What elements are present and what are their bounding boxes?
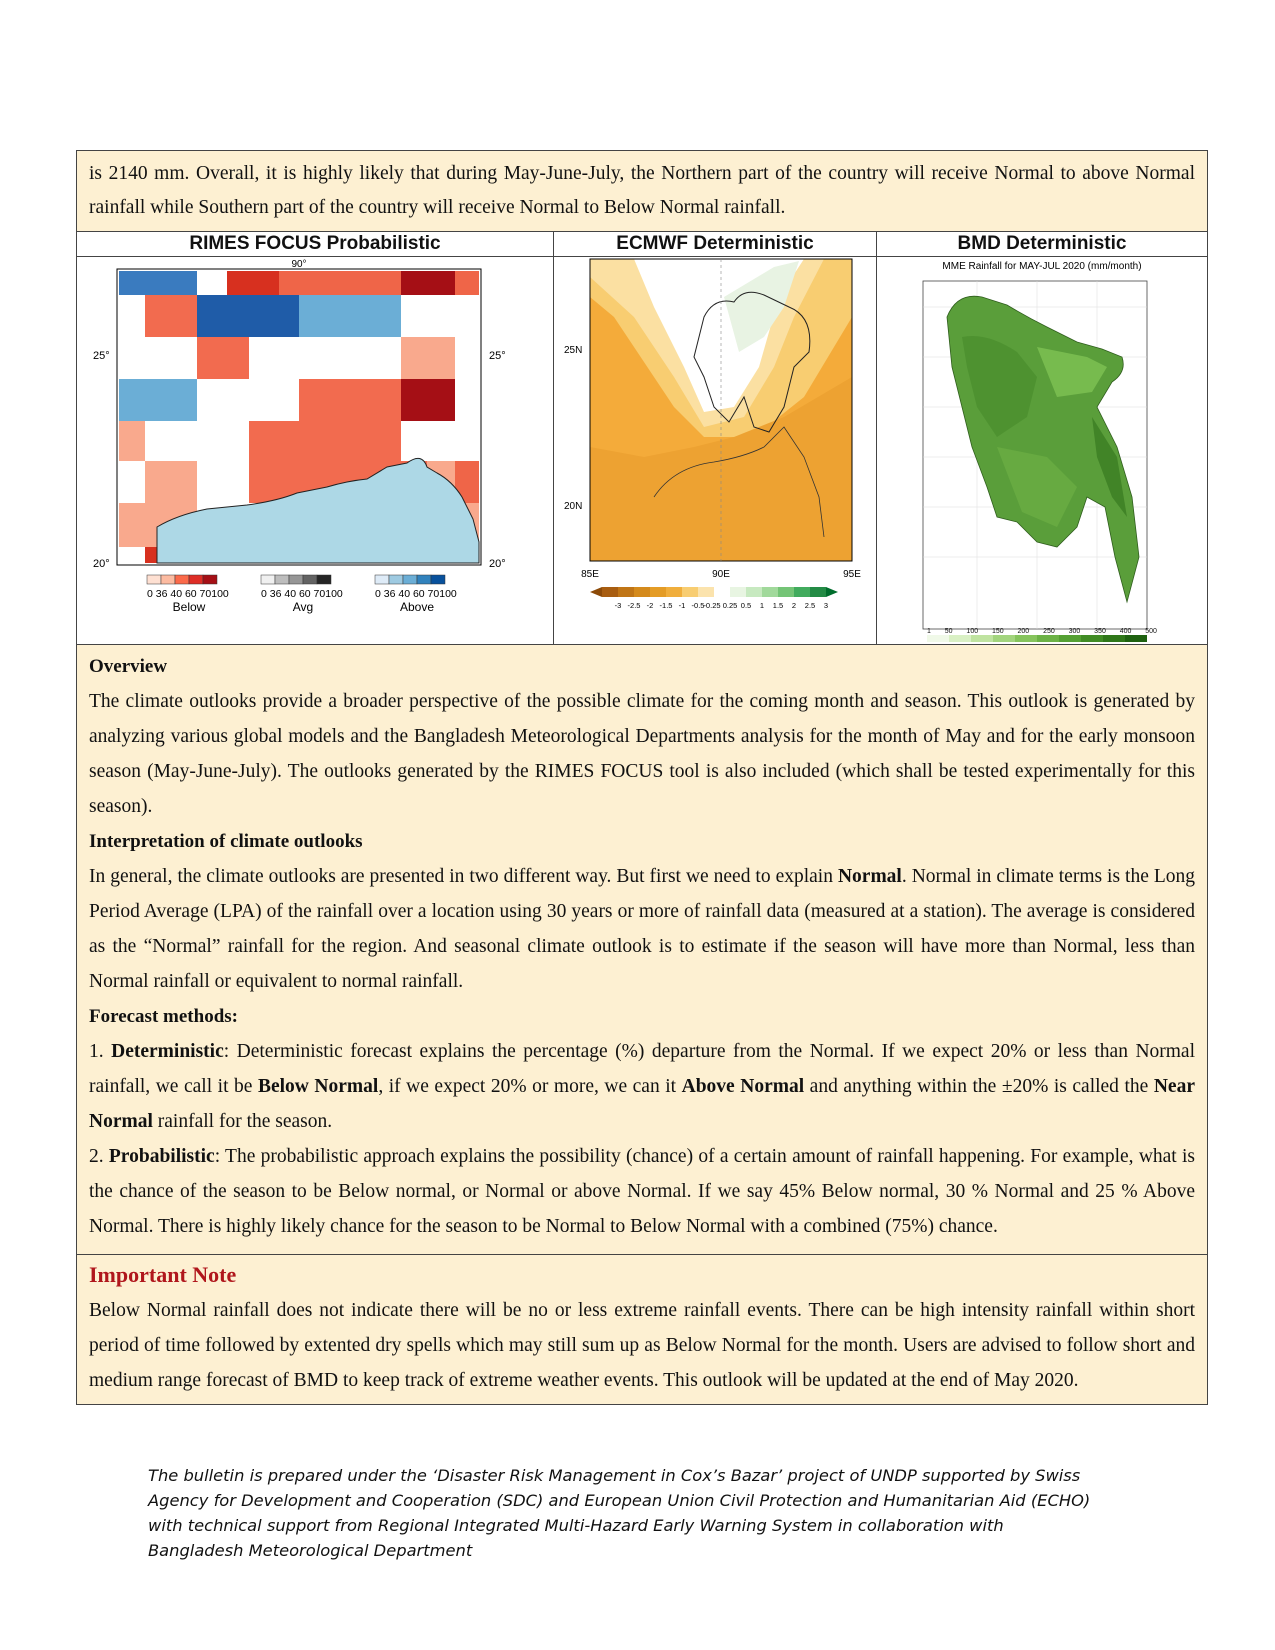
rimes-lat-25-left: 25°	[93, 350, 110, 362]
ecmwf-lat-25: 25N	[564, 345, 583, 356]
ecmwf-panel	[554, 232, 877, 644]
methods-heading: Forecast methods:	[89, 1006, 238, 1027]
interpretation-heading: Interpretation of climate outlooks	[89, 831, 363, 852]
bmd-scale-labels: 1 50 100 150 200 250 300 350 400 500	[927, 628, 1157, 635]
bmd-subtitle: MME Rainfall for MAY-JUL 2020 (mm/month)	[942, 261, 1142, 272]
svg-text:-0.25: -0.25	[703, 601, 721, 610]
rimes-lat-25-right: 25°	[489, 350, 506, 362]
probabilistic-paragraph: 2. Probabilistic: The probabilistic approach explains the possibility (chance) of a certain amount of rainfall happening. For example, what is the chance of the season to be Below normal, or Normal or above Normal. If we say 45% Below normal, 30 % Normal and 25 % Above Normal. There is highly likely chance for the season to be Normal to Below Normal with a combined (75%) chance.	[89, 1146, 1195, 1237]
footer-line-3: with technical support from Regional Integrated Multi-Hazard Early Warning System in collaboration with	[148, 1516, 1004, 1535]
svg-text:2.5: 2.5	[804, 601, 816, 610]
rimes-legend-avg	[261, 575, 343, 614]
overview-heading: Overview	[89, 656, 168, 677]
rimes-probability-map	[77, 257, 553, 644]
explanation-section	[77, 645, 1207, 1254]
rimes-lat-20-right: 20°	[489, 558, 506, 570]
ecmwf-colorbar	[590, 587, 838, 610]
rimes-lat-20-left: 20°	[93, 558, 110, 570]
rimes-legend-label-above: Above	[399, 600, 435, 614]
svg-text:3: 3	[823, 601, 829, 610]
rimes-lon-label: 90°	[291, 259, 307, 270]
svg-text:-1.5: -1.5	[659, 601, 673, 610]
bmd-colorbar	[927, 635, 1147, 642]
ecmwf-lon-90: 90E	[712, 569, 730, 580]
overview-paragraph: The climate outlooks provide a broader perspective of the possible climate for the coming month and season. This outlook is generated by analyzing various global models and the Bangladesh Meteorological Departments analysis for the month of May and for the early monsoon season (May-June-July). The outlooks generated by the RIMES FOCUS tool is also included (which shall be tested experimentally for this season).	[89, 691, 1195, 817]
interpretation-paragraph: In general, the climate outlooks are presented in two different way. But first we need to explain Normal. Normal in climate terms is the Long Period Average (LPA) of the rainfall over a location using 30 years or more of rainfall data (measured at a station). The average is considered as the “Normal” rainfall for the region. And seasonal climate outlook is to estimate if the season will have more than Normal, less than Normal rainfall or equivalent to normal rainfall.	[89, 866, 1195, 992]
important-note-text: Below Normal rainfall does not indicate there will be no or less extreme rainfall events. There can be high intensity rainfall within short period of time followed by extented dry spells which may still sum up as Below Normal for the month. Users are advised to follow short and medium range forecast of BMD to keep track of extreme weather events. This outlook will be updated at the end of May 2020.	[89, 1300, 1195, 1391]
rimes-legend-label-below: Below	[172, 600, 206, 614]
rimes-legend-ticks-above: 0 36 40 60 70100	[375, 588, 457, 600]
rimes-title: RIMES FOCUS Probabilistic	[77, 232, 553, 257]
rimes-legend-label-avg: Avg	[292, 600, 314, 614]
bmd-rainfall-map	[877, 257, 1207, 644]
svg-text:-2: -2	[646, 601, 654, 610]
svg-text:2: 2	[791, 601, 797, 610]
rimes-legend-above	[375, 575, 457, 614]
bmd-title: BMD Deterministic	[877, 232, 1207, 257]
important-note-section	[77, 1254, 1207, 1404]
rimes-legend-ticks-avg: 0 36 40 60 70100	[261, 588, 343, 600]
footer-credits	[148, 1463, 1112, 1563]
footer-line-4: Bangladesh Meteorological Department	[148, 1541, 473, 1560]
important-note-title: Important Note	[89, 1262, 237, 1287]
svg-text:-1: -1	[678, 601, 686, 610]
bulletin-frame	[76, 150, 1208, 1405]
footer-line-1: The bulletin is prepared under the ‘Disaster Risk Management in Cox’s Bazar’ project of UNDP supported by Swiss	[148, 1466, 1081, 1485]
ecmwf-lat-20: 20N	[564, 501, 583, 512]
svg-text:-0.5: -0.5	[691, 601, 705, 610]
rimes-legend-ticks-below: 0 36 40 60 70100	[147, 588, 229, 600]
rimes-panel	[77, 232, 554, 644]
intro-paragraph: is 2140 mm. Overall, it is highly likely that during May-June-July, the Northern part of the country will receive Normal to above Normal rainfall while Southern part of the country will receive Normal to Below Normal rainfall.	[77, 151, 1207, 232]
ecmwf-title: ECMWF Deterministic	[554, 232, 876, 257]
svg-text:-2.5: -2.5	[627, 601, 641, 610]
deterministic-paragraph: 1. Deterministic: Deterministic forecast explains the percentage (%) departure from the Normal. If we expect 20% or less than Normal rainfall, we call it be Below Normal, if we expect 20% or more, we can it Above Normal and anything within the ±20% is called the Near Normal rainfall for the season.	[89, 1041, 1196, 1132]
footer-line-2: Agency for Development and Cooperation (SDC) and European Union Civil Protection and Humanitarian Aid (ECHO)	[148, 1491, 1091, 1510]
ecmwf-lon-95: 95E	[843, 569, 861, 580]
rimes-legend-below	[147, 575, 229, 614]
svg-text:1: 1	[759, 601, 765, 610]
bmd-panel	[877, 232, 1207, 644]
ecmwf-lon-85: 85E	[581, 569, 599, 580]
outlook-maps-row	[77, 232, 1207, 645]
svg-text:0.5: 0.5	[740, 601, 752, 610]
svg-text:1.5: 1.5	[772, 601, 784, 610]
svg-text:0.25: 0.25	[722, 601, 738, 610]
svg-text:-3: -3	[614, 601, 622, 610]
ecmwf-anomaly-map	[554, 257, 876, 644]
